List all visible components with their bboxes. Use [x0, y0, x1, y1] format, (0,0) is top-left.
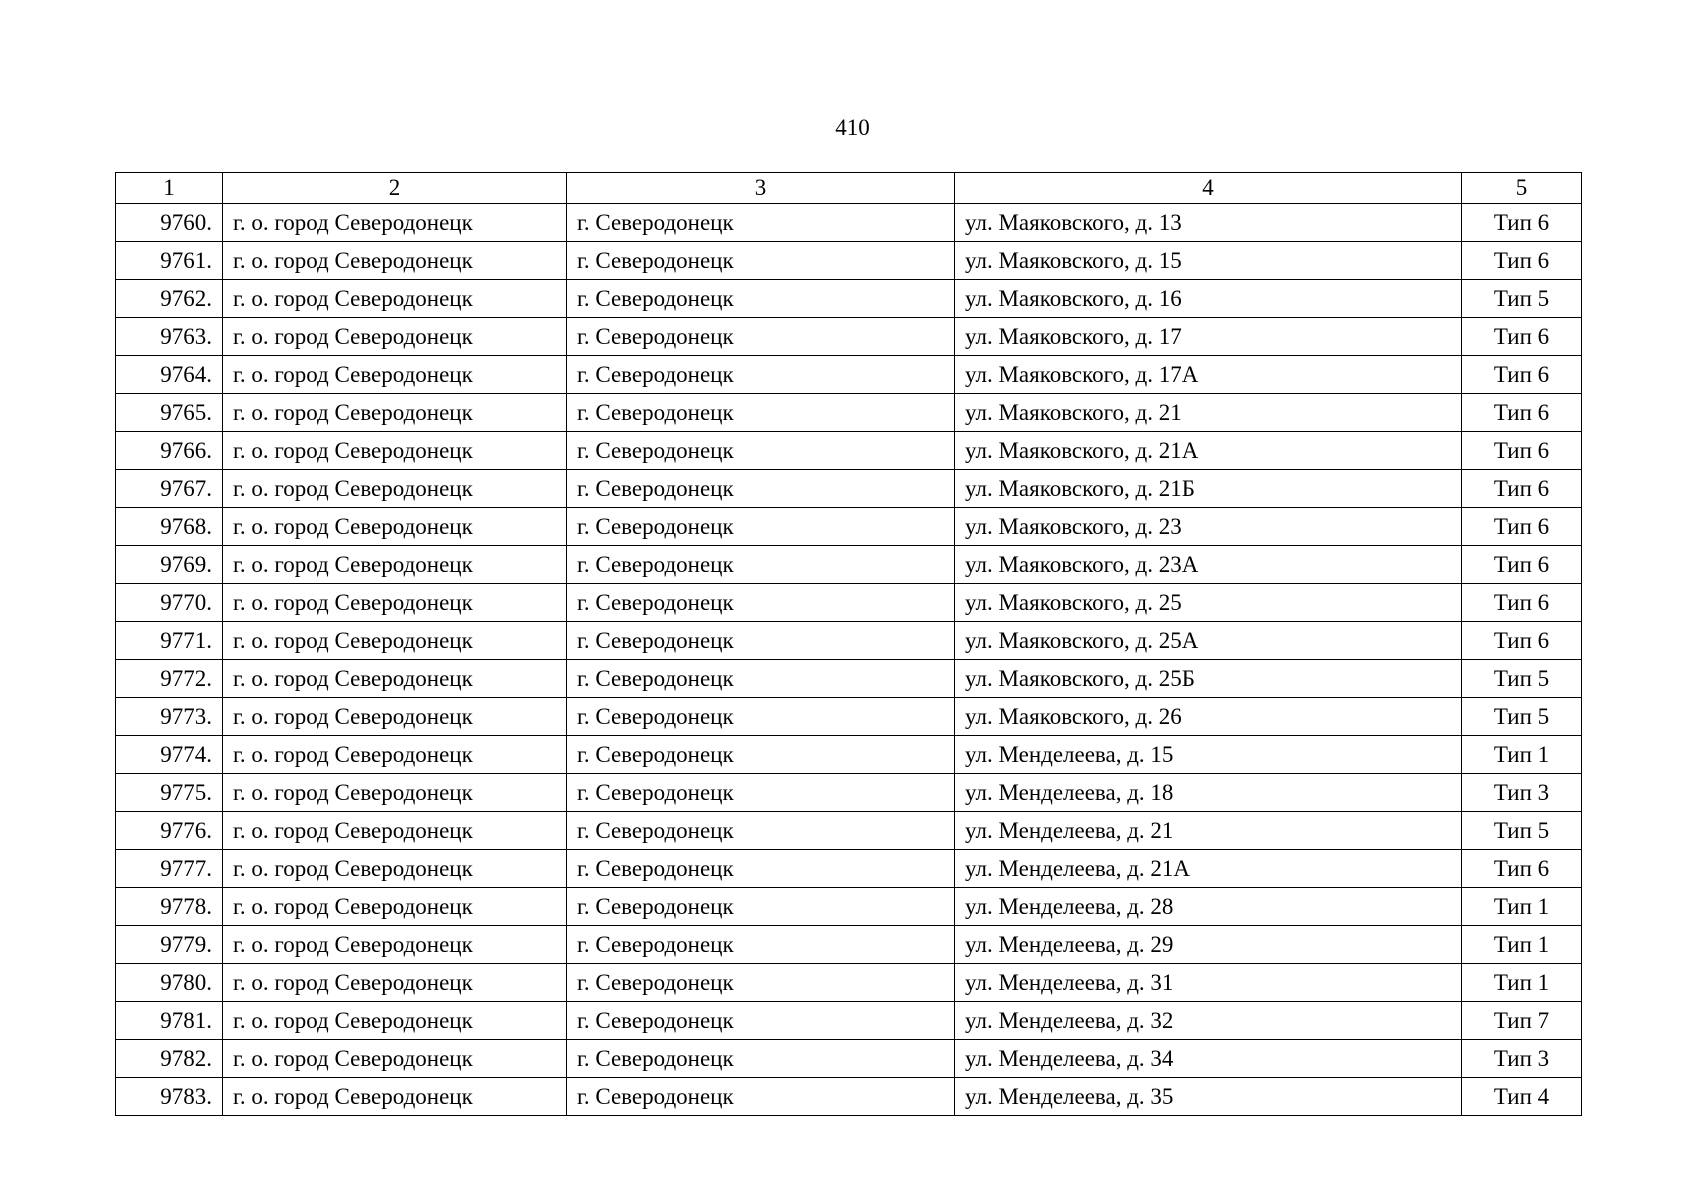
settlement-cell: г. Северодонецк [567, 280, 955, 318]
settlement-cell: г. Северодонецк [567, 774, 955, 812]
address-cell: ул. Маяковского, д. 17 [955, 318, 1462, 356]
type-cell: Тип 6 [1462, 242, 1582, 280]
type-cell: Тип 5 [1462, 812, 1582, 850]
settlement-cell: г. Северодонецк [567, 356, 955, 394]
address-cell: ул. Маяковского, д. 25А [955, 622, 1462, 660]
type-cell: Тип 5 [1462, 280, 1582, 318]
table-row [116, 1078, 1582, 1116]
row-number-cell: 9781. [116, 1002, 223, 1040]
municipality-cell: г. о. город Северодонецк [223, 1002, 567, 1040]
row-number-cell: 9764. [116, 356, 223, 394]
address-cell: ул. Маяковского, д. 21Б [955, 470, 1462, 508]
settlement-cell: г. Северодонецк [567, 850, 955, 888]
type-cell: Тип 1 [1462, 964, 1582, 1002]
settlement-cell: г. Северодонецк [567, 812, 955, 850]
municipality-cell: г. о. город Северодонецк [223, 964, 567, 1002]
table-body [116, 204, 1582, 1116]
table-row [116, 394, 1582, 432]
address-cell: ул. Менделеева, д. 21А [955, 850, 1462, 888]
address-cell: ул. Маяковского, д. 23 [955, 508, 1462, 546]
municipality-cell: г. о. город Северодонецк [223, 470, 567, 508]
row-number-cell: 9769. [116, 546, 223, 584]
settlement-cell: г. Северодонецк [567, 204, 955, 242]
page-number-text: 410 [835, 115, 870, 140]
address-cell: ул. Маяковского, д. 15 [955, 242, 1462, 280]
type-cell: Тип 6 [1462, 622, 1582, 660]
table-row [116, 584, 1582, 622]
address-registry-table [115, 172, 1582, 1116]
row-number-cell: 9763. [116, 318, 223, 356]
column-header-5: 5 [1462, 173, 1582, 204]
address-cell: ул. Менделеева, д. 32 [955, 1002, 1462, 1040]
row-number-cell: 9779. [116, 926, 223, 964]
address-cell: ул. Маяковского, д. 17А [955, 356, 1462, 394]
row-number-cell: 9782. [116, 1040, 223, 1078]
municipality-cell: г. о. город Северодонецк [223, 774, 567, 812]
row-number-cell: 9770. [116, 584, 223, 622]
type-cell: Тип 6 [1462, 204, 1582, 242]
table-row [116, 546, 1582, 584]
type-cell: Тип 6 [1462, 850, 1582, 888]
column-header-3: 3 [567, 173, 955, 204]
type-cell: Тип 4 [1462, 1078, 1582, 1116]
type-cell: Тип 6 [1462, 584, 1582, 622]
type-cell: Тип 6 [1462, 394, 1582, 432]
table-row [116, 1040, 1582, 1078]
row-number-cell: 9765. [116, 394, 223, 432]
municipality-cell: г. о. город Северодонецк [223, 356, 567, 394]
type-cell: Тип 1 [1462, 888, 1582, 926]
row-number-cell: 9780. [116, 964, 223, 1002]
table-row [116, 508, 1582, 546]
settlement-cell: г. Северодонецк [567, 394, 955, 432]
table-row [116, 356, 1582, 394]
municipality-cell: г. о. город Северодонецк [223, 1040, 567, 1078]
row-number-cell: 9771. [116, 622, 223, 660]
type-cell: Тип 6 [1462, 508, 1582, 546]
settlement-cell: г. Северодонецк [567, 584, 955, 622]
settlement-cell: г. Северодонецк [567, 736, 955, 774]
municipality-cell: г. о. город Северодонецк [223, 508, 567, 546]
settlement-cell: г. Северодонецк [567, 698, 955, 736]
municipality-cell: г. о. город Северодонецк [223, 318, 567, 356]
row-number-cell: 9767. [116, 470, 223, 508]
address-cell: ул. Менделеева, д. 21 [955, 812, 1462, 850]
row-number-cell: 9766. [116, 432, 223, 470]
address-cell: ул. Менделеева, д. 28 [955, 888, 1462, 926]
table-row [116, 660, 1582, 698]
type-cell: Тип 6 [1462, 470, 1582, 508]
settlement-cell: г. Северодонецк [567, 622, 955, 660]
type-cell: Тип 1 [1462, 736, 1582, 774]
row-number-cell: 9761. [116, 242, 223, 280]
settlement-cell: г. Северодонецк [567, 888, 955, 926]
row-number-cell: 9775. [116, 774, 223, 812]
municipality-cell: г. о. город Северодонецк [223, 736, 567, 774]
table-row [116, 850, 1582, 888]
type-cell: Тип 5 [1462, 698, 1582, 736]
table-row [116, 1002, 1582, 1040]
municipality-cell: г. о. город Северодонецк [223, 622, 567, 660]
row-number-cell: 9783. [116, 1078, 223, 1116]
municipality-cell: г. о. город Северодонецк [223, 660, 567, 698]
type-cell: Тип 1 [1462, 926, 1582, 964]
address-cell: ул. Менделеева, д. 34 [955, 1040, 1462, 1078]
row-number-cell: 9773. [116, 698, 223, 736]
column-header-4: 4 [955, 173, 1462, 204]
table-row [116, 242, 1582, 280]
type-cell: Тип 5 [1462, 660, 1582, 698]
column-header-2: 2 [223, 173, 567, 204]
municipality-cell: г. о. город Северодонецк [223, 1078, 567, 1116]
municipality-cell: г. о. город Северодонецк [223, 584, 567, 622]
settlement-cell: г. Северодонецк [567, 1078, 955, 1116]
municipality-cell: г. о. город Северодонецк [223, 698, 567, 736]
type-cell: Тип 6 [1462, 432, 1582, 470]
settlement-cell: г. Северодонецк [567, 432, 955, 470]
type-cell: Тип 6 [1462, 318, 1582, 356]
column-header-1: 1 [116, 173, 223, 204]
settlement-cell: г. Северодонецк [567, 470, 955, 508]
settlement-cell: г. Северодонецк [567, 1002, 955, 1040]
settlement-cell: г. Северодонецк [567, 318, 955, 356]
row-number-cell: 9778. [116, 888, 223, 926]
settlement-cell: г. Северодонецк [567, 964, 955, 1002]
settlement-cell: г. Северодонецк [567, 546, 955, 584]
municipality-cell: г. о. город Северодонецк [223, 812, 567, 850]
address-cell: ул. Менделеева, д. 29 [955, 926, 1462, 964]
row-number-cell: 9772. [116, 660, 223, 698]
table-header-row [116, 173, 1582, 204]
table-row [116, 736, 1582, 774]
row-number-cell: 9777. [116, 850, 223, 888]
address-cell: ул. Маяковского, д. 23А [955, 546, 1462, 584]
table-row [116, 812, 1582, 850]
row-number-cell: 9762. [116, 280, 223, 318]
municipality-cell: г. о. город Северодонецк [223, 888, 567, 926]
type-cell: Тип 3 [1462, 774, 1582, 812]
address-cell: ул. Маяковского, д. 21 [955, 394, 1462, 432]
address-cell: ул. Маяковского, д. 25Б [955, 660, 1462, 698]
address-cell: ул. Маяковского, д. 16 [955, 280, 1462, 318]
address-cell: ул. Маяковского, д. 25 [955, 584, 1462, 622]
row-number-cell: 9776. [116, 812, 223, 850]
settlement-cell: г. Северодонецк [567, 508, 955, 546]
municipality-cell: г. о. город Северодонецк [223, 432, 567, 470]
address-cell: ул. Маяковского, д. 21А [955, 432, 1462, 470]
address-cell: ул. Маяковского, д. 13 [955, 204, 1462, 242]
municipality-cell: г. о. город Северодонецк [223, 926, 567, 964]
type-cell: Тип 6 [1462, 546, 1582, 584]
municipality-cell: г. о. город Северодонецк [223, 280, 567, 318]
settlement-cell: г. Северодонецк [567, 242, 955, 280]
row-number-cell: 9760. [116, 204, 223, 242]
municipality-cell: г. о. город Северодонецк [223, 850, 567, 888]
table-row [116, 280, 1582, 318]
table-row [116, 698, 1582, 736]
municipality-cell: г. о. город Северодонецк [223, 546, 567, 584]
address-cell: ул. Менделеева, д. 35 [955, 1078, 1462, 1116]
table-row [116, 926, 1582, 964]
settlement-cell: г. Северодонецк [567, 926, 955, 964]
table-row [116, 774, 1582, 812]
row-number-cell: 9768. [116, 508, 223, 546]
table-row [116, 204, 1582, 242]
address-cell: ул. Менделеева, д. 31 [955, 964, 1462, 1002]
row-number-cell: 9774. [116, 736, 223, 774]
type-cell: Тип 7 [1462, 1002, 1582, 1040]
settlement-cell: г. Северодонецк [567, 660, 955, 698]
table-row [116, 470, 1582, 508]
table-row [116, 888, 1582, 926]
municipality-cell: г. о. город Северодонецк [223, 242, 567, 280]
table-row [116, 964, 1582, 1002]
page-number [0, 114, 1697, 142]
address-cell: ул. Маяковского, д. 26 [955, 698, 1462, 736]
table-row [116, 432, 1582, 470]
type-cell: Тип 6 [1462, 356, 1582, 394]
address-cell: ул. Менделеева, д. 18 [955, 774, 1462, 812]
table-row [116, 318, 1582, 356]
table-row [116, 622, 1582, 660]
settlement-cell: г. Северодонецк [567, 1040, 955, 1078]
municipality-cell: г. о. город Северодонецк [223, 394, 567, 432]
type-cell: Тип 3 [1462, 1040, 1582, 1078]
municipality-cell: г. о. город Северодонецк [223, 204, 567, 242]
address-cell: ул. Менделеева, д. 15 [955, 736, 1462, 774]
